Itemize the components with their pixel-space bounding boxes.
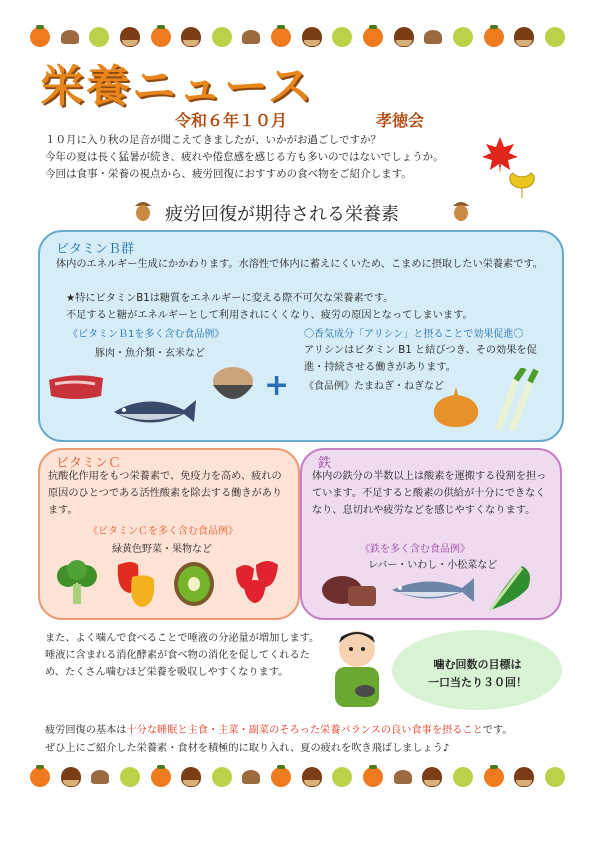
mushroom-icon bbox=[424, 30, 442, 44]
intro-line-1: １０月に入り秋の足音が聞こえてきましたが、いかがお過ごしですか？ bbox=[45, 134, 381, 146]
mushroom-icon bbox=[242, 770, 260, 784]
bell-pepper-icon bbox=[112, 555, 160, 610]
rice-bowl-icon bbox=[208, 365, 258, 409]
plus-icon: + bbox=[264, 368, 290, 403]
pear-icon bbox=[212, 767, 232, 787]
pear-icon bbox=[453, 767, 473, 787]
bubble-line-1: 噛む回数の目標は bbox=[433, 658, 522, 671]
closing-highlight: 十分な睡眠と主食・主菜・副菜のそろった栄養バランスの良い食事を摂ること bbox=[126, 725, 483, 736]
ginkgo-leaf-icon bbox=[505, 170, 539, 200]
chestnut-icon bbox=[422, 767, 442, 787]
pear-icon bbox=[89, 27, 109, 47]
komatsuna-icon bbox=[482, 558, 538, 614]
leek-icon bbox=[490, 368, 540, 433]
vitamin-b-body-1: 体内のエネルギー生成にかかわります。水溶性で体内に蓄えにくいため、こまめに摂取したい栄養素です。 bbox=[56, 259, 543, 270]
closing-line-2: ぜひ上にご紹介した栄養素・食材を積極的に取り入れ、夏の疲れを吹き飛ばしましょう♪ bbox=[45, 743, 450, 754]
sardine-icon bbox=[388, 572, 478, 608]
section-heading: 疲労回復が期待される栄養素 bbox=[165, 204, 399, 225]
vitamin-c-foods: 緑黄色野菜・果物など bbox=[112, 544, 212, 555]
chestnut-icon bbox=[514, 767, 534, 787]
mushroom-icon bbox=[61, 30, 79, 44]
maple-leaf-icon bbox=[480, 135, 520, 175]
chestnut-icon bbox=[302, 27, 322, 47]
liver-icon bbox=[318, 568, 380, 612]
persimmon-icon bbox=[271, 27, 291, 47]
kiwi-icon bbox=[170, 560, 218, 608]
pear-icon bbox=[545, 767, 565, 787]
closing-line-1 bbox=[45, 722, 565, 739]
chestnut-icon bbox=[302, 767, 322, 787]
mushroom-icon bbox=[91, 770, 109, 784]
pear-icon bbox=[332, 27, 352, 47]
pear-icon bbox=[453, 27, 473, 47]
vitamin-c-title: ビタミンＣ bbox=[56, 456, 122, 471]
onion-icon bbox=[428, 385, 484, 429]
iron-foods: レバー・いわし・小松菜など bbox=[368, 560, 498, 571]
vitamin-b-body-3: 不足すると糖がエネルギーとして利用されにくくなり、疲労の原因となってしまいます。 bbox=[66, 310, 473, 321]
vitamin-b-foods-heading: 《ビタミンＢ1を多く含む食品例》 bbox=[68, 329, 225, 340]
pear-icon bbox=[120, 767, 140, 787]
chestnut-icon bbox=[394, 27, 414, 47]
intro-line-2: 今年の夏は長く猛暑が続き、疲れや倦怠感を感じる方も多いのではないでしょうか。 bbox=[45, 151, 444, 163]
vitamin-b-body-2: ★特にビタミンB1は糖質をエネルギーに変える際不可欠な栄養素です。 bbox=[66, 293, 394, 304]
acorn-icon bbox=[450, 196, 472, 222]
persimmon-icon bbox=[151, 27, 171, 47]
chestnut-icon bbox=[120, 27, 140, 47]
vitamin-b-title: ビタミンＢ群 bbox=[56, 242, 135, 257]
iron-body: 体内の鉄分の半数以上は酸素を運搬する役割を担っています。不足すると酸素の供給が十分にできなくなり、息切れや疲労などを感じやすくなります。 bbox=[312, 471, 547, 516]
chestnut-icon bbox=[181, 27, 201, 47]
acorn-icon bbox=[132, 196, 154, 222]
bubble-line-2: 一口当たり３０回！ bbox=[428, 676, 527, 689]
pear-icon bbox=[332, 767, 352, 787]
newsletter-title: 栄養ニュース bbox=[40, 61, 314, 112]
chestnut-icon bbox=[514, 27, 534, 47]
vitamin-c-foods-heading: 《ビタミンＣを多く含む食品例》 bbox=[88, 526, 238, 537]
strawberry-icon bbox=[232, 555, 284, 605]
closing-suffix: です。 bbox=[482, 725, 513, 736]
persimmon-icon bbox=[363, 767, 383, 787]
persimmon-icon bbox=[151, 767, 171, 787]
bottom-border bbox=[30, 764, 565, 790]
persimmon-icon bbox=[30, 767, 50, 787]
allicin-body: アリシンはビタミン B1 と結びつき、その効果を促進・持続させる働きがあります。 bbox=[304, 345, 537, 373]
vitamin-c-body: 抗酸化作用をもつ栄養素で、免疫力を高め、疲れの原因のひとつである活性酸素を除去する働きがあります。 bbox=[48, 471, 283, 516]
broccoli-icon bbox=[54, 560, 100, 606]
allicin-heading: 〇香気成分「アリシン」と摂ることで効果促進〇 bbox=[304, 329, 524, 340]
mushroom-icon bbox=[242, 30, 260, 44]
intro-line-3: 今回は食事・栄養の視点から、疲労回復におすすめの食べ物をご紹介します。 bbox=[45, 168, 412, 180]
pear-icon bbox=[212, 27, 232, 47]
mushroom-icon bbox=[394, 770, 412, 784]
iron-foods-heading: 《鉄を多く含む食品例》 bbox=[360, 544, 470, 555]
persimmon-icon bbox=[30, 27, 50, 47]
persimmon-icon bbox=[484, 767, 504, 787]
chewing-body: また、よく噛んで食べることで唾液の分泌量が増加します。唾液に含まれる消化酵素が食べ物の消化を促してくれるため、たくさん噛むほど栄養を吸収しやすくなります。 bbox=[45, 633, 320, 678]
iron-title: 鉄 bbox=[318, 456, 332, 471]
pork-icon bbox=[45, 372, 107, 402]
chestnut-icon bbox=[61, 767, 81, 787]
persimmon-icon bbox=[363, 27, 383, 47]
tuna-icon bbox=[108, 390, 198, 432]
boy-eating-icon bbox=[325, 625, 389, 711]
persimmon-icon bbox=[271, 767, 291, 787]
persimmon-icon bbox=[484, 27, 504, 47]
pear-icon bbox=[545, 27, 565, 47]
closing-prefix: 疲労回復の基本は bbox=[45, 725, 127, 736]
top-border bbox=[30, 24, 565, 50]
allicin-foods: 《食品例》たまねぎ・ねぎなど bbox=[304, 381, 444, 392]
organization-name: 孝徳会 bbox=[376, 111, 425, 130]
issue-date: 令和６年１０月 bbox=[175, 111, 288, 130]
vitamin-b-foods: 豚肉・魚介類・玄米など bbox=[95, 348, 205, 359]
chestnut-icon bbox=[181, 767, 201, 787]
